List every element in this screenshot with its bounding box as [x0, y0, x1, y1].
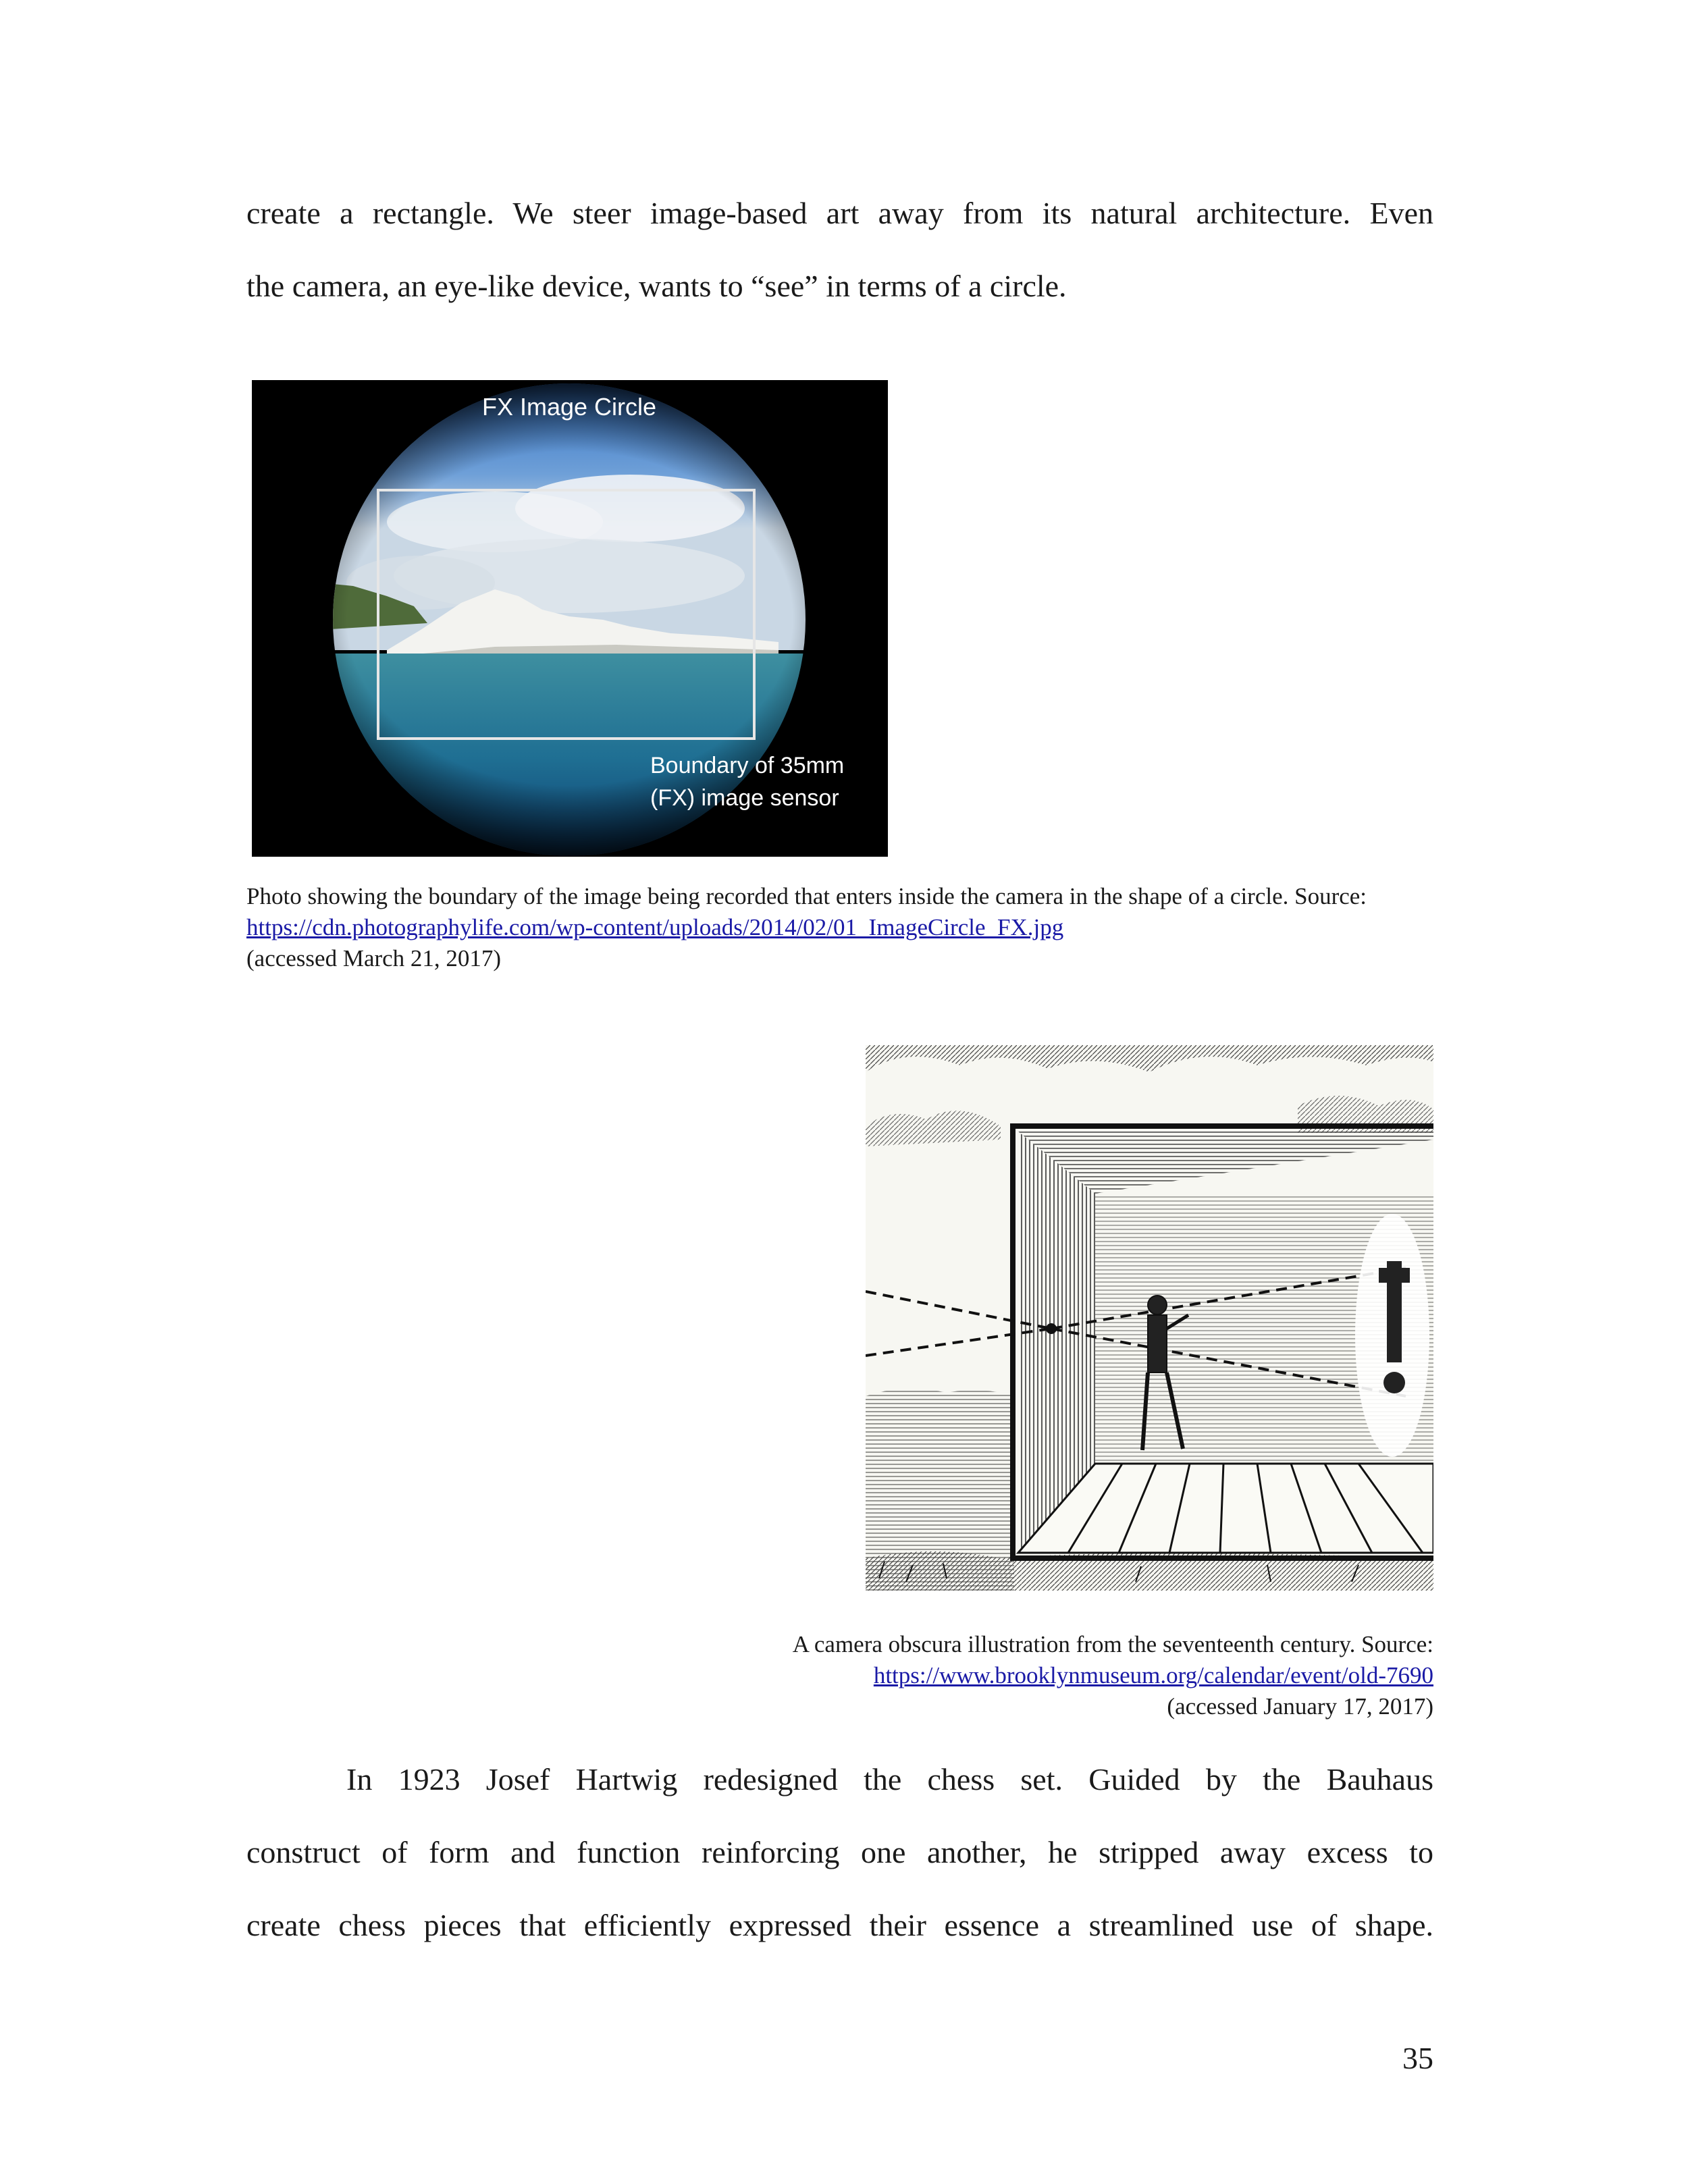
figure1-source-link[interactable]: https://cdn.photographylife.com/wp-content/uploads/2014/02/01_ImageCircle_FX.jpg [246, 914, 1064, 940]
figure2-accessed: (accessed January 17, 2017) [1167, 1693, 1433, 1720]
label-boundary: Boundary of 35mm [650, 753, 845, 778]
body-line: the camera, an eye-like device, wants to “see” in terms of a circle. [246, 269, 1067, 303]
figure1-caption-text: Photo showing the boundary of the image being recorded that enters inside the camera in the shape of a circle. Source: [246, 883, 1367, 909]
label-sensor: (FX) image sensor [650, 785, 839, 811]
camera-obscura-illustration [866, 1045, 1433, 1591]
body-line: In 1923 Josef Hartwig redesigned the chess set. Guided by the Bauhaus [346, 1762, 1433, 1796]
figure2-source-link[interactable]: https://www.brooklynmuseum.org/calendar/event/old-7690 [873, 1662, 1433, 1688]
figure1-caption [246, 881, 1433, 974]
image-circle-photo [252, 380, 888, 857]
label-fx-image-circle: FX Image Circle [482, 393, 657, 421]
page-number: 35 [1402, 2041, 1433, 2075]
figure2-caption-text: A camera obscura illustration from the seventeenth century. Source: [792, 1631, 1433, 1657]
body-line: create chess pieces that efficiently expressed their essence a streamlined use of shape. [246, 1908, 1433, 1942]
body-line: create a rectangle. We steer image-based art away from its natural architecture. Even [246, 196, 1433, 230]
figure1-accessed: (accessed March 21, 2017) [246, 945, 502, 971]
body-line: construct of form and function reinforcing one another, he stripped away excess to [246, 1835, 1433, 1869]
figure2-caption [556, 1629, 1433, 1722]
